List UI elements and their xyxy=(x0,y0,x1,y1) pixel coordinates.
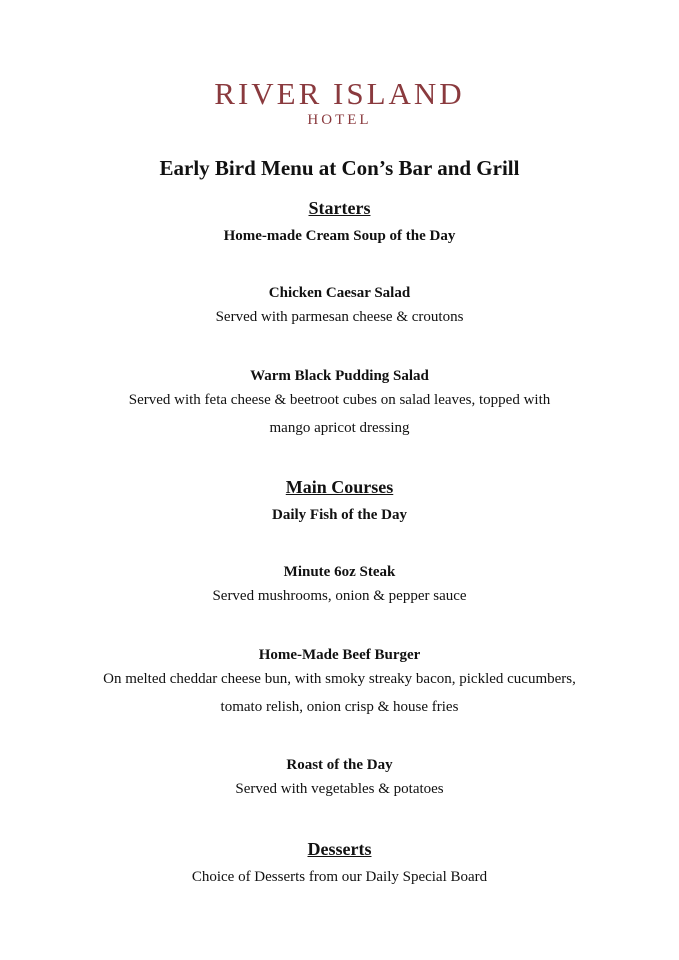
section-title-starters: Starters xyxy=(308,198,371,218)
item-desc-burger-1: On melted cheddar cheese bun, with smoky streaky bacon, pickled cucumbers, xyxy=(103,671,576,687)
item-name-steak: Minute 6oz Steak xyxy=(283,564,396,580)
item-name-caesar: Chicken Caesar Salad xyxy=(268,285,411,301)
menu-title: Early Bird Menu at Con’s Bar and Grill xyxy=(159,156,520,180)
section-mains xyxy=(0,475,679,525)
item-desc-black-pudding-2: mango apricot dressing xyxy=(269,420,410,436)
item-name-roast: Roast of the Day xyxy=(286,757,393,773)
section-desserts xyxy=(0,837,679,891)
item-desc-steak: Served mushrooms, onion & pepper sauce xyxy=(212,588,467,604)
item-desc-desserts: Choice of Desserts from our Daily Special Board xyxy=(191,869,488,885)
item-name-black-pudding: Warm Black Pudding Salad xyxy=(250,368,429,384)
item-desc-caesar: Served with parmesan cheese & croutons xyxy=(215,309,464,325)
menu-item-caesar xyxy=(0,283,679,331)
item-desc-black-pudding-1: Served with feta cheese & beetroot cubes on salad leaves, topped with xyxy=(128,392,551,408)
item-desc-burger-2: tomato relish, onion crisp & house fries xyxy=(220,699,459,715)
menu-item-black-pudding xyxy=(0,366,679,442)
hotel-logo xyxy=(0,76,679,128)
logo-main-text: RIVER ISLAND xyxy=(214,76,465,111)
menu-item-roast xyxy=(0,755,679,803)
logo-sub-text: HOTEL xyxy=(307,112,372,128)
section-title-desserts: Desserts xyxy=(307,839,372,859)
item-name-burger: Home-Made Beef Burger xyxy=(258,647,421,663)
menu-item-burger xyxy=(0,645,679,721)
section-title-mains: Main Courses xyxy=(285,477,394,497)
section-starters xyxy=(0,196,679,246)
menu-item-steak xyxy=(0,562,679,610)
item-name-soup: Home-made Cream Soup of the Day xyxy=(223,228,456,244)
item-desc-roast: Served with vegetables & potatoes xyxy=(235,781,444,797)
item-name-fish: Daily Fish of the Day xyxy=(272,507,407,523)
